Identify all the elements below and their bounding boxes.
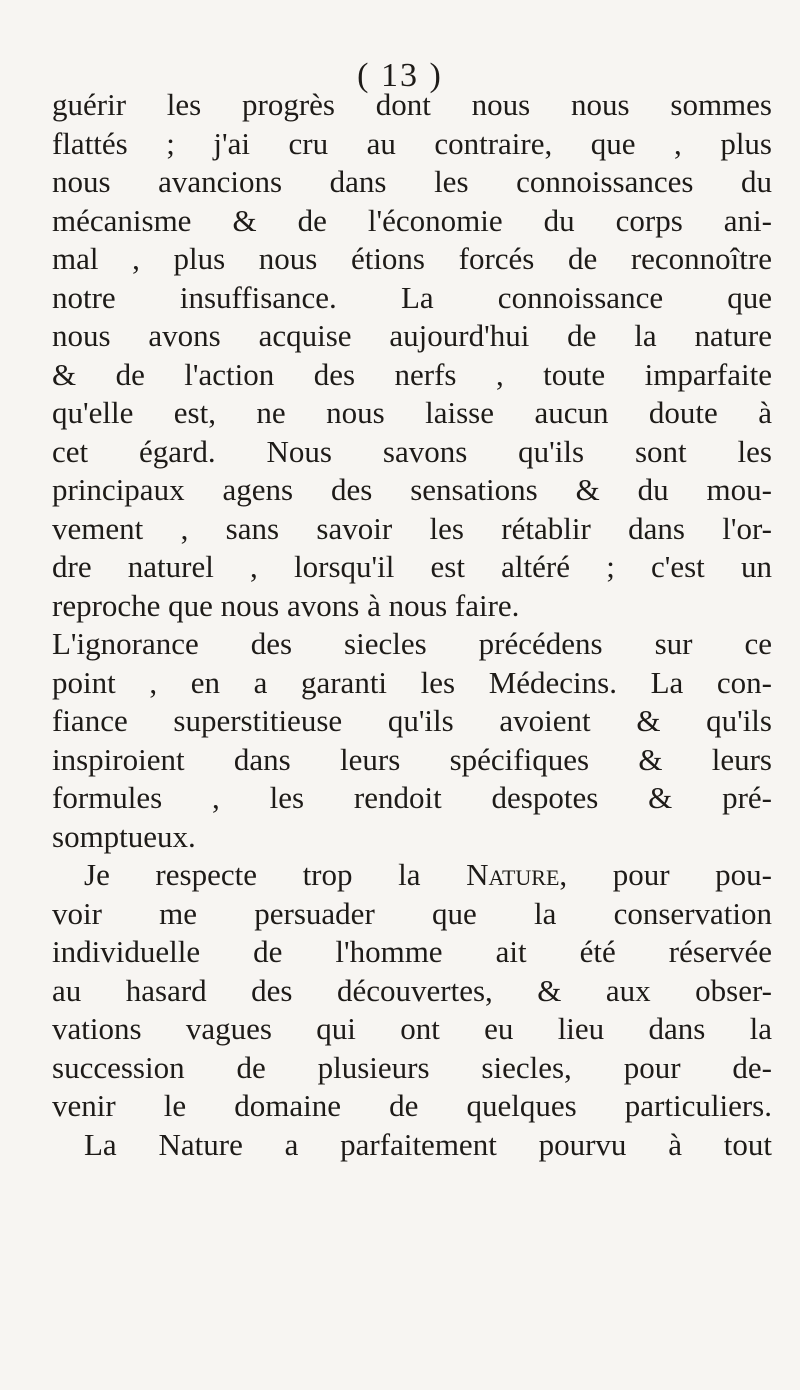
text-line: au hasard des découvertes, & aux obser- <box>52 972 772 1008</box>
paragraph-first-line <box>52 856 772 895</box>
text-line: reproche que nous avons à nous faire. <box>52 587 520 623</box>
text-line: inspiroient dans leurs spécifiques & leurs <box>52 741 772 777</box>
text-line: La Nature a parfaitement pourvu à tout <box>84 1126 772 1162</box>
text-line: L'ignorance des siecles précédens sur ce <box>52 626 772 661</box>
text-line: vations vagues qui ont eu lieu dans la <box>52 1011 772 1046</box>
small-caps-word: Nature <box>466 857 560 892</box>
text-line: individuelle de l'homme ait été réservée <box>52 934 772 969</box>
text-line: principaux agens des sensations & du mou- <box>52 472 772 507</box>
text-line: venir le domaine de quelques particuliers. <box>52 1088 772 1123</box>
text-line: nous avons acquise aujourd'hui de la nature <box>52 318 772 353</box>
text-line: flattés ; j'ai cru au contraire, que , plus <box>52 125 772 161</box>
text-line: mal , plus nous étions forcés de reconnoître <box>52 241 772 276</box>
text-line: notre insuffisance. La connoissance que <box>52 279 772 315</box>
text-line: somptueux. <box>52 818 196 854</box>
text-line: voir me persuader que la conservation <box>52 895 772 931</box>
text-fragment: , pour pou- <box>559 857 773 892</box>
page-number: ( 13 ) <box>357 57 443 94</box>
text-line: guérir les progrès dont nous nous sommes <box>52 87 772 122</box>
text-fragment: Je respecte trop la <box>84 857 467 892</box>
text-line: qu'elle est, ne nous laisse aucun doute à <box>52 395 772 430</box>
text-line: formules , les rendoit despotes & pré- <box>52 780 772 815</box>
text-line: & de l'action des nerfs , toute imparfaite <box>52 356 772 392</box>
text-line: vement , sans savoir les rétablir dans l'or- <box>52 510 772 546</box>
body-text <box>52 86 772 1164</box>
text-line: nous avancions dans les connoissances du <box>52 164 772 199</box>
text-line: cet égard. Nous savons qu'ils sont les <box>52 433 772 469</box>
text-line: dre naturel , lorsqu'il est altéré ; c'est un <box>52 549 772 584</box>
text-line: succession de plusieurs siecles, pour de- <box>52 1049 772 1085</box>
text-line: point , en a garanti les Médecins. La con- <box>52 664 772 700</box>
text-line: mécanisme & de l'économie du corps ani- <box>52 202 772 238</box>
text-line: fiance superstitieuse qu'ils avoient & qu'ils <box>52 703 772 738</box>
